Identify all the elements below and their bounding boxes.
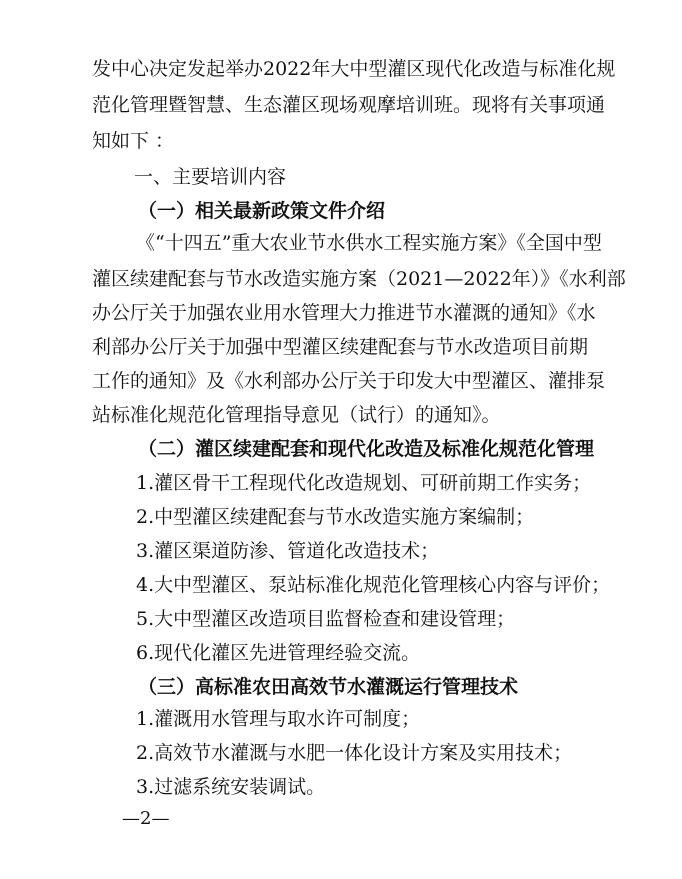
section-1-paragraph-line: 《“十四五”重大农业节水供水工程实施方案》《全国中型 (136, 232, 602, 254)
section-2-list-item: 4.大中型灌区、泵站标准化规范化管理核心内容与评价； (136, 574, 611, 596)
section-1-paragraph-line: 利部办公厅关于加强中型灌区续建配套与节水改造项目前期 (92, 336, 588, 358)
section-3-list-item: 2.高效节水灌溉与水肥一体化设计方案及实用技术； (136, 742, 573, 764)
section-1-paragraph-line: 站标准化规范化管理指导意见（试行）的通知》。 (92, 404, 501, 426)
section-2-list-item: 6.现代化灌区先进管理经验交流。 (136, 642, 421, 664)
intro-line-2: 范化管理暨智慧、生态灌区现场观摩培训班。现将有关事项通 (92, 94, 606, 116)
intro-line-1: 发中心决定发起举办2022年大中型灌区现代化改造与标准化规 (92, 58, 616, 80)
section-1-paragraph-line: 办公厅关于加强农业用水管理大力推进节水灌溉的通知》《水 (92, 302, 596, 324)
section-3-list-item: 3.过滤系统安装调试。 (136, 776, 326, 798)
section-3-list-item: 1.灌溉用水管理与取水许可制度； (136, 708, 421, 730)
main-heading: 一、主要培训内容 (134, 166, 287, 188)
section-2-list-item: 3.灌区渠道防渗、管道化改造技术； (136, 540, 440, 562)
section-3-heading: （三）高标准农田高效节水灌溉运行管理技术 (138, 676, 519, 698)
section-1-paragraph-line: 灌区续建配套与节水改造实施方案（2021—2022年）》《水利部 (92, 268, 626, 290)
section-2-list-item: 2.中型灌区续建配套与节水改造实施方案编制； (136, 506, 535, 528)
section-2-heading: （二）灌区续建配套和现代化改造及标准化规范化管理 (138, 438, 595, 460)
section-2-list-item: 5.大中型灌区改造项目监督检查和建设管理； (136, 608, 516, 630)
section-1-paragraph-line: 工作的通知》及《水利部办公厅关于印发大中型灌区、灌排泵 (92, 370, 606, 392)
section-1-heading: （一）相关最新政策文件介绍 (138, 200, 386, 222)
page-number: —2— (122, 808, 170, 829)
section-2-list-item: 1.灌区骨干工程现代化改造规划、可研前期工作实务； (136, 472, 592, 494)
intro-line-3: 知如下 ： (92, 130, 175, 152)
